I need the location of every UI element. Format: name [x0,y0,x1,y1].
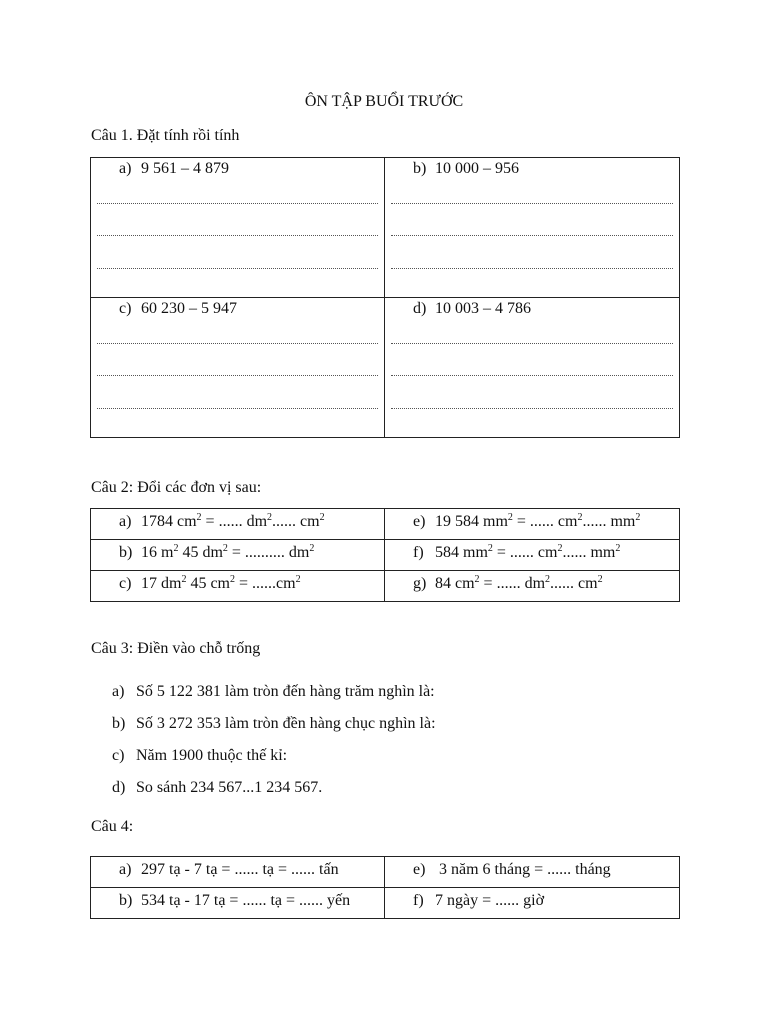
exponent: 2 [635,512,641,523]
item-letter: a) [119,160,132,177]
page-title: ÔN TẬP BUỔI TRƯỚC [304,93,464,110]
item-letter: b) [119,892,133,909]
question-2-heading: Câu 2: Đổi các đơn vị sau: [91,479,262,496]
q2-cell-c [91,571,385,602]
answer-line[interactable] [391,408,673,409]
item-letter: d) [112,779,126,796]
q4-cell-b [91,888,385,919]
expr-part: 19 584 mm [435,513,508,530]
answer-line[interactable] [391,203,673,204]
answer-line[interactable] [97,268,378,269]
item-text: 297 tạ - 7 tạ = ...... tạ = ...... tấn [141,861,339,878]
answer-line[interactable] [391,268,673,269]
expression: 60 230 – 5 947 [141,300,237,317]
expr-part: ...... mm [582,513,636,530]
exponent: 2 [295,574,301,585]
question-4-table [90,856,680,919]
exponent: 2 [196,512,202,523]
q1-cell-a [91,158,385,298]
q1-cell-c [91,298,385,438]
item-text: So sánh 234 567...1 234 567. [136,779,323,796]
expr-part: ...... cm [272,513,320,530]
q1-cell-d [385,298,680,438]
item-text: Năm 1900 thuộc thế kỉ: [136,747,288,764]
list-item [112,680,436,712]
item-text: 534 tạ - 17 tạ = ...... tạ = ...... yến [141,892,351,909]
expr-part: 16 m [141,544,174,561]
answer-line[interactable] [97,343,378,344]
expr-part: ...... mm [562,544,616,561]
item-letter: b) [112,715,126,732]
item-letter: f) [413,892,424,909]
item-letter: e) [413,513,426,530]
q4-cell-a [91,857,385,888]
list-item [112,744,436,776]
expr-part: = ...... cm [492,544,558,561]
item-letter: d) [413,300,427,317]
q2-cell-a [91,509,385,540]
exponent: 2 [222,543,228,554]
item-letter: b) [119,544,133,561]
expression: 10 000 – 956 [435,160,519,177]
q4-cell-e [385,857,680,888]
item-letter: b) [413,160,427,177]
list-item [112,776,436,808]
item-text: Số 5 122 381 làm tròn đến hàng trăm nghìn là: [136,683,435,700]
answer-line[interactable] [97,235,378,236]
expr-part: 17 dm [141,575,182,592]
exponent: 2 [487,543,493,554]
exponent: 2 [319,512,325,523]
expr-part: 45 cm [186,575,230,592]
item-letter: c) [119,575,132,592]
q2-cell-b [91,540,385,571]
question-3-heading: Câu 3: Điền vào chỗ trống [91,640,261,657]
item-text: Số 3 272 353 làm tròn đền hàng chục nghìn là: [136,715,436,732]
exponent: 2 [507,512,513,523]
question-3-list [112,680,436,808]
item-text: 3 năm 6 tháng = ...... tháng [435,861,611,878]
exponent: 2 [545,574,551,585]
q4-cell-f [385,888,680,919]
expression: 10 003 – 4 786 [435,300,531,317]
question-4-heading: Câu 4: [91,818,134,835]
exponent: 2 [309,543,315,554]
expr-part: = ...... dm [479,575,546,592]
answer-line[interactable] [97,408,378,409]
expr-part: = ......cm [235,575,296,592]
answer-line[interactable] [391,235,673,236]
exponent: 2 [181,574,187,585]
expr-part: = ...... dm [201,513,268,530]
exponent: 2 [267,512,273,523]
exponent: 2 [230,574,235,585]
expr-part: ...... cm [550,575,598,592]
expr-part: 1784 cm [141,513,197,530]
answer-line[interactable] [391,375,673,376]
exponent: 2 [577,512,583,523]
list-item [112,712,436,744]
expr-part: = .......... dm [227,544,310,561]
item-letter: f) [413,544,424,561]
question-2-table [90,508,680,602]
answer-line[interactable] [391,343,673,344]
item-letter: e) [413,861,426,878]
item-text: 7 ngày = ...... giờ [435,892,545,909]
exponent: 2 [474,574,480,585]
exponent: 2 [615,543,621,554]
exponent: 2 [557,543,563,554]
expr-part: 584 mm [435,544,488,561]
question-1-table [90,157,680,438]
q1-cell-b [385,158,680,298]
item-letter: g) [413,575,427,592]
q2-cell-e [385,509,680,540]
item-letter: c) [112,747,125,764]
expr-part: = ...... cm [512,513,578,530]
expr-part: 45 dm [178,544,223,561]
item-letter: a) [112,683,125,700]
answer-line[interactable] [97,375,378,376]
expr-part: 84 cm [435,575,475,592]
exponent: 2 [173,543,179,554]
exponent: 2 [597,574,603,585]
item-letter: a) [119,513,132,530]
answer-line[interactable] [97,203,378,204]
expression: 9 561 – 4 879 [141,160,229,177]
q2-cell-g [385,571,680,602]
item-letter: a) [119,861,132,878]
q2-cell-f [385,540,680,571]
item-letter: c) [119,300,132,317]
question-1-heading: Câu 1. Đặt tính rồi tính [91,127,240,144]
